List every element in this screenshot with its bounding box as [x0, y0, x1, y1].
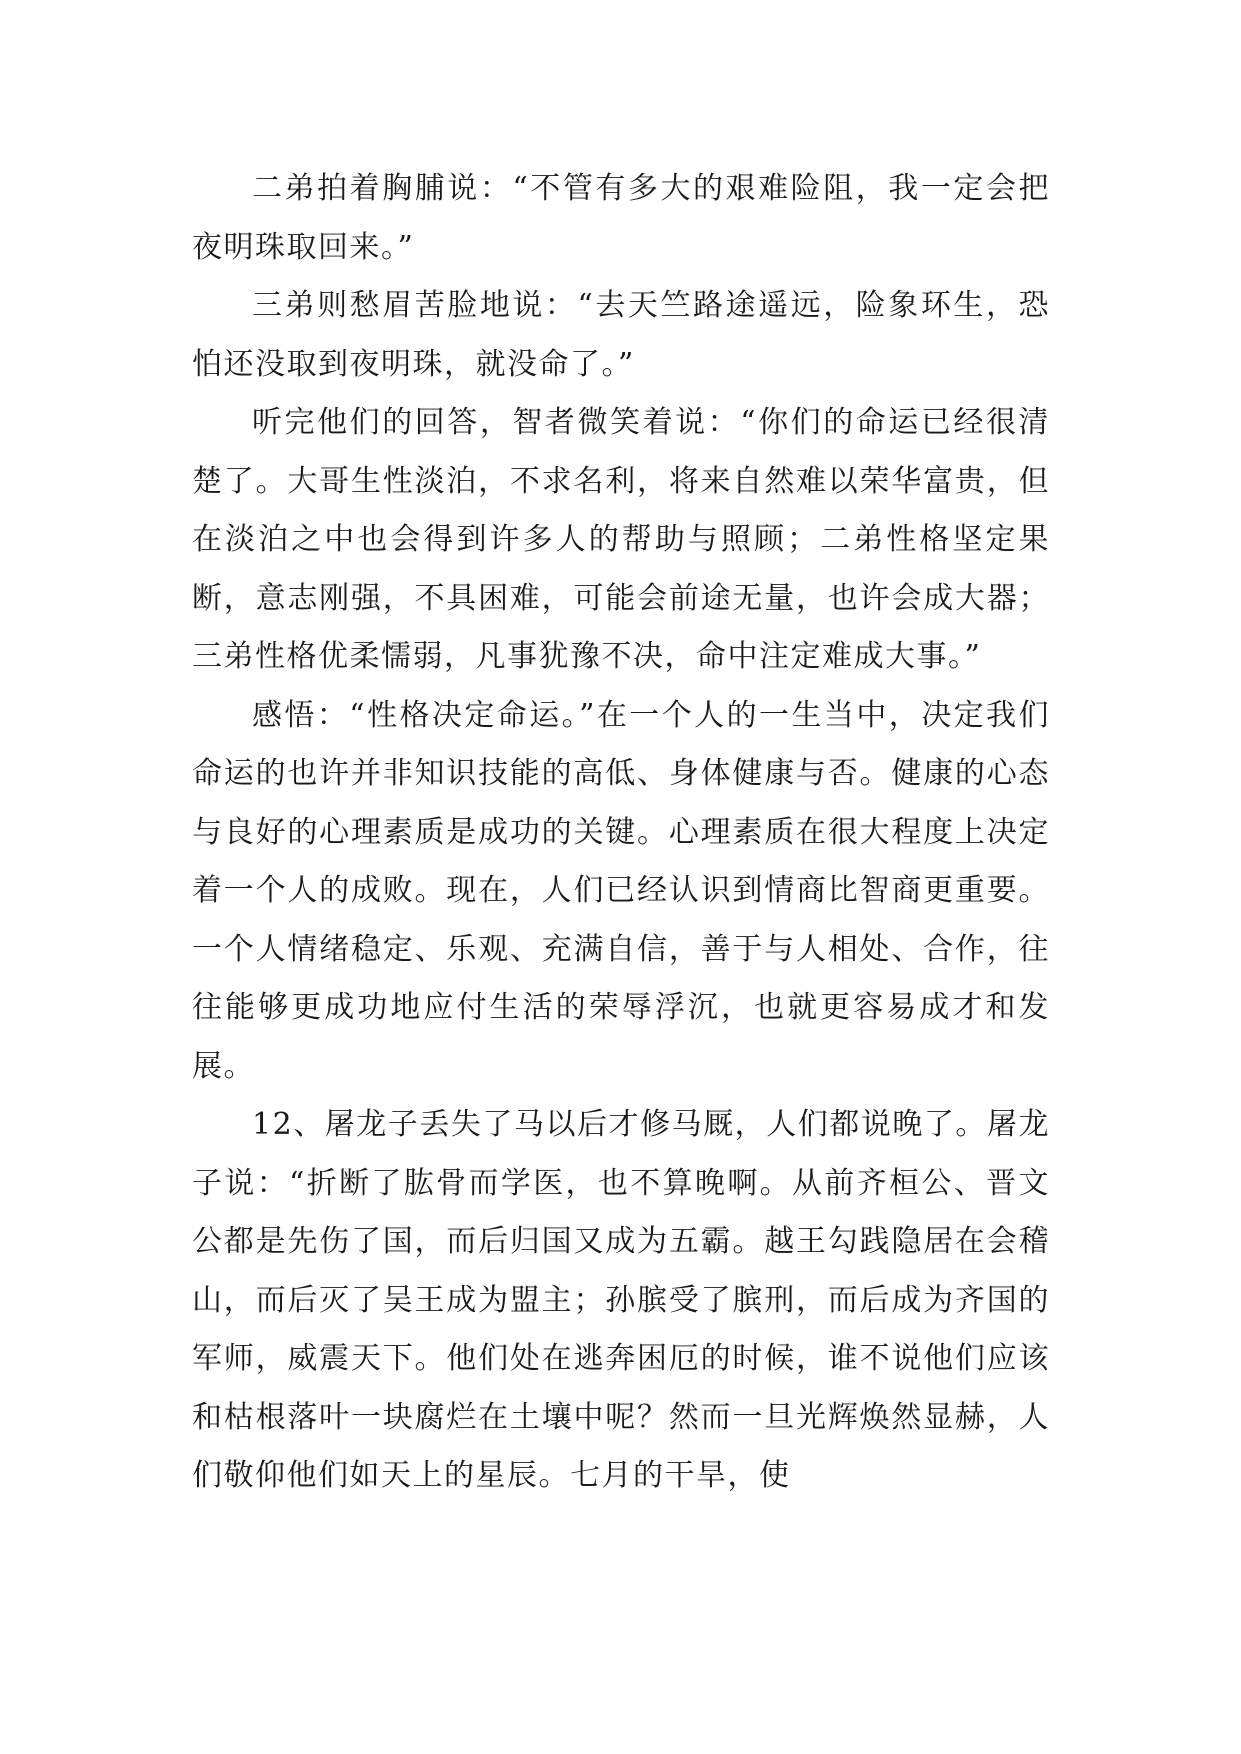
paragraph-second-brother: 二弟拍着胸脯说：“不管有多大的艰难险阻，我一定会把夜明珠取回来。”	[192, 171, 1050, 265]
paragraph-story-12: 12、屠龙子丢失了马以后才修马厩，人们都说晚了。屠龙子说：“折断了肱骨而学医，也不算晚啊。从前齐桓公、晋文公都是先伤了国，而后归国又成为五霸。越王勾践隐居在会稽山，而后灭了吴王成为盟主；孙膑受了膑刑，而后成为齐国的军师，威震天下。他们处在逃奔困厄的时候，谁不说他们应该和枯根落叶一块腐烂在土壤中呢？然而一旦光辉焕然显赫，人们敬仰他们如天上的星辰。七月的干旱，使	[192, 1107, 1050, 1493]
body-text	[192, 160, 1050, 1506]
paragraph-wise-man-reply: 听完他们的回答，智者微笑着说：“你们的命运已经很清楚了。大哥生性淡泊，不求名利，将来自然难以荣华富贵，但在淡泊之中也会得到许多人的帮助与照顾；二弟性格坚定果断，意志刚强，不具困难，可能会前途无量，也许会成大器；三弟性格优柔懦弱，凡事犹豫不决，命中注定难成大事。”	[192, 405, 1050, 674]
paragraph-insight: 感悟：“性格决定命运。”在一个人的一生当中，决定我们命运的也许并非知识技能的高低、身体健康与否。健康的心态与良好的心理素质是成功的关键。心理素质在很大程度上决定着一个人的成败。现在，人们已经认识到情商比智商更重要。一个人情绪稳定、乐观、充满自信，善于与人相处、合作，往往能够更成功地应付生活的荣辱浮沉，也就更容易成才和发展。	[192, 697, 1050, 1084]
paragraph-third-brother: 三弟则愁眉苦脸地说：“去天竺路途遥远，险象环生，恐怕还没取到夜明珠，就没命了。”	[192, 288, 1050, 382]
